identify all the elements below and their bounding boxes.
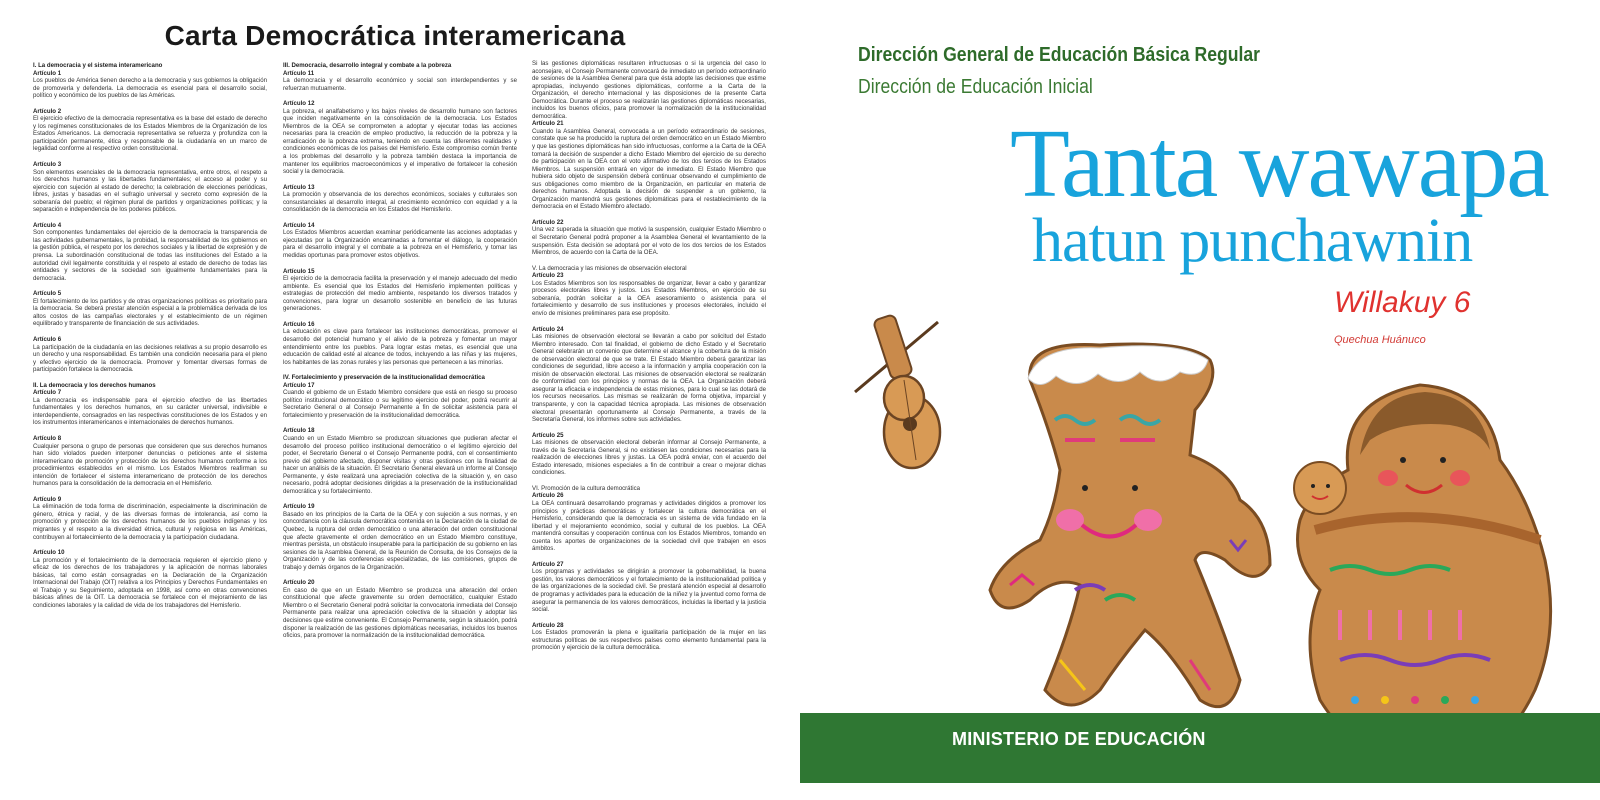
article-title: Artículo 27 [532,560,564,568]
text-column-3 [532,60,766,660]
article-block [532,432,766,477]
article-text: Los pueblos de América tienen derecho a la democracia y sus gobiernos la obligación de promoverla y defenderla. La democracia es esencial para el desarrollo social, político y económico de los pueblos de las Américas. [33,77,267,100]
bread-doll-figure [990,344,1270,707]
article-text: Cualquier persona o grupo de personas que consideren que sus derechos humanos han sido violados pueden interponer denuncias o peticiones ante el sistema interamericano de promoción y protección de los derechos humanos conforme a los procedimientos establecidos en el mismo. Los Estados Miembros reafirman su intención de fortalecer el sistema interamericano de protección de los derechos humanos para la consolidación de la democracia en el Hemisferio. [33,442,267,488]
article-text: Cuando la Asamblea General, convocada a un período extraordinario de sesiones, constate que se ha producido la ruptura del orden democrático en un Estado Miembro y que las gestiones diplomáticas han sido infructuosas, conforme a la Carta de la OEA tomará la decisión de suspender a dicho Estado Miembro del ejercicio de su derecho de participación en la OEA con el voto afirmativo de los dos tercios de los Estados Miembros. La suspensión entrará en vigor de inmediato. El Estado Miembro que hubiera sido objeto de suspensión deberá continuar observando el cumplimiento de sus obligaciones como miembro de la Organización, en particular en materia de derechos humanos. Adoptada la decisión de suspender a un gobierno, la Organización mantendrá sus gestiones diplomáticas para el restablecimiento de la democracia en el Estado Miembro afectado. [532,127,766,211]
article-text: La participación de la ciudadanía en las decisiones relativas a su propio desarrollo es un derecho y una responsabilidad. Es también una condición necesaria para el pleno y efectivo ejercicio de la democracia. Promover y fomentar diversas formas de participación fortalece la democracia. [33,343,267,374]
article-title: Artículo 11 [283,69,315,77]
article-block [33,222,267,282]
article-title: Artículo 17 [283,381,315,389]
article-text: Cuando el gobierno de un Estado Miembro considere que está en riesgo su proceso político institucional democrático o su legítimo ejercicio del poder, podrá recurrir al Secretario General o al Consejo Permanente a fin de solicitar asistencia para el fortalecimiento y preservación de la institucionalidad democrática. [283,389,517,419]
article-title: Artículo 1 [33,69,62,77]
article-title: Artículo 3 [33,161,62,169]
article-title: Artículo 8 [33,434,62,442]
guitar-icon [855,314,940,468]
mother-doll-figure [1294,385,1551,765]
article-block [532,492,766,552]
section-heading: III. Democracia, desarrollo integral y combate a la pobreza [283,62,452,69]
article-title: Artículo 25 [532,431,564,439]
article-block [283,503,517,571]
article-title: Artículo 12 [283,100,315,108]
article-block [532,120,766,211]
article-block [283,579,517,639]
article-title: Artículo 14 [283,221,315,229]
article-text: Los programas y actividades se dirigirán a promover la gobernabilidad, la buena gestión, los valores democráticos y el fortalecimiento de la institucionalidad política y de las organizaciones de la sociedad civil. Se prestará atención especial al desarrollo de programas y actividades para la educación de la niñez y la juventud como forma de asegurar la permanencia de los valores democráticos, incluidas la libertad y la justicia social. [532,568,766,614]
article-text: La promoción y observancia de los derechos económicos, sociales y culturales son consustanciales al desarrollo integral, al crecimiento económico con equidad y a la consolidación de la democracia en los Estados del Hemisferio. [283,191,517,214]
article-text: Son componentes fundamentales del ejercicio de la democracia la transparencia de las actividades gubernamentales, la probidad, la responsabilidad de los gobiernos en la gestión pública, el respeto por los derechos sociales y la libertad de expresión y de prensa. La subordinación constitucional de todas las instituciones del Estado a la autoridad civil legalmente constituida y el respeto al estado de derecho de todas las entidades y sectores de la sociedad son igualmente fundamentales para la democracia. [33,229,267,282]
article-block [532,219,766,257]
article-text: El ejercicio de la democracia facilita la preservación y el manejo adecuado del medio ambiente. Es esencial que los Estados del Hemisferio implementen políticas y estrategias de protección del medio ambiente, respetando los diversos tratados y convenciones, para lograr un desarrollo sostenible en beneficio de las futuras generaciones. [283,275,517,313]
article-text: Los Estados Miembros son los responsables de organizar, llevar a cabo y garantizar procesos electorales libres y justos. Los Estados Miembros, en ejercicio de su soberanía, podrán solicitar a la OEA asesoramiento o asistencia para el fortalecimiento y desarrollo de sus instituciones y procesos electorales, incluido el envío de misiones preliminares para ese propósito. [532,279,766,317]
article-title: Artículo 19 [283,503,315,511]
article-block [33,549,267,609]
article-block [283,427,517,495]
article-title: Artículo 2 [33,107,62,115]
article-text: La educación es clave para fortalecer las instituciones democráticas, promover el desarrollo del potencial humano y el alivio de la pobreza y fomentar un mayor entendimiento entre los pueblos. Para lograr estas metas, es esencial que una educación de calidad esté al alcance de todos, incluyendo a las niñas y las mujeres, los habitantes de las zonas rurales y las personas que pertenecen a las minorías. [283,328,517,366]
direction-initial-heading: Dirección de Educación Inicial [858,76,1093,98]
article-title: Artículo 23 [532,272,564,280]
section-heading: V. La democracia y las misiones de observación electoral [532,264,687,272]
article-text: Basado en los principios de la Carta de la OEA y con sujeción a sus normas, y en concordancia con la cláusula democrática contenida en la Declaración de la ciudad de Quebec, la ruptura del orden democrático o una alteración del orden constitucional que afecte gravemente el orden democrático en un Estado Miembro constituye, mientras persista, un obstáculo insuperable para la participación de su gobierno en las sesiones de la Asamblea General, de la Reunión de Consulta, de los Consejos de la Organización y de las conferencias especializadas, de las comisiones, grupos de trabajo y demás órganos de la Organización. [283,510,517,571]
article-block [33,290,267,328]
story-number: Willakuy 6 [1334,286,1471,319]
article-title: Artículo 4 [33,221,62,229]
section-heading: I. La democracia y el sistema interamericano [33,62,163,69]
article-block [33,336,267,374]
article-block [283,184,517,214]
article-title: Artículo 28 [532,621,564,629]
article-title: Artículo 10 [33,549,65,557]
section-heading: II. La democracia y los derechos humanos [33,381,156,389]
article-title: Artículo 26 [532,492,564,500]
article-text: El fortalecimiento de los partidos y de otras organizaciones políticas es prioritario para la democracia. Se deberá prestar atención especial a la problemática derivada de los altos costos de las campañas electorales y el establecimiento de un régimen equilibrado y transparente de financiación de sus actividades. [33,297,267,328]
book-cover-page [800,0,1600,800]
charter-page [0,0,790,800]
article-title: Artículo 7 [33,389,62,397]
article-title: Artículo 6 [33,335,62,343]
article-text: Una vez superada la situación que motivó la suspensión, cualquier Estado Miembro o el Secretario General podrá proponer a la Asamblea General el levantamiento de la suspensión. Esta decisión se adoptará por el voto de los dos tercios de los Estados Miembros, de acuerdo con la Carta de la OEA. [532,226,766,257]
article-block [33,70,267,100]
article-block [532,326,766,424]
language-label: Quechua Huánuco [1334,334,1426,346]
ministry-label: MINISTERIO DE EDUCACIÓN [952,729,1206,749]
article-block [33,435,267,488]
article-text: La eliminación de toda forma de discriminación, especialmente la discriminación de género, étnica y racial, y de las diversas formas de intolerancia, así como la promoción y protección de los derechos humanos de los pueblos indígenas y los migrantes y el respeto a la diversidad étnica, cultural y religiosa en las Américas, contribuyen al fortalecimiento de la democracia y la participación ciudadana. [33,503,267,541]
article-title: Artículo 15 [283,267,315,275]
article-block [532,622,766,652]
article-text: La democracia y el desarrollo económico y social son interdependientes y se refuerzan mutuamente. [283,77,517,92]
article-title: Artículo 18 [283,427,315,435]
article-text: La promoción y el fortalecimiento de la democracia requieren el ejercicio pleno y eficaz de los derechos de los trabajadores y la aplicación de normas laborales básicas, tal como están consagradas en la Declaración de la Organización Internacional del Trabajo (OIT) relativa a los Principios y Derechos Fundamentales en el Trabajo y su Seguimiento, adoptada en 1998, así como en otras convenciones básicas afines de la OIT. La democracia se fortalece con el mejoramiento de las condiciones laborales y la calidad de vida de los trabajadores del Hemisferio. [33,556,267,609]
text-column-2 [283,62,517,648]
article-title: Artículo 21 [532,120,564,128]
article-text: El ejercicio efectivo de la democracia representativa es la base del estado de derecho y los regímenes constitucionales de los Estados Miembros de la Organización de los Estados Americanos. La democracia representativa se refuerza y profundiza con la participación permanente, ética y responsable de la ciudadanía en un marco de legalidad conforme al respectivo orden constitucional. [33,115,267,153]
article-text: Las misiones de observación electoral se llevarán a cabo por solicitud del Estado Miembro interesado. Con tal finalidad, el gobierno de dicho Estado y el Secretario General celebrarán un convenio que determine el alcance y la cobertura de la misión de observación electoral de que se trate. El Estado Miembro deberá garantizar las condiciones de seguridad, libre acceso a la información y amplia cooperación con la misión de observación electoral. Las misiones de observación electoral se realizarán de conformidad con los principios y normas de la OEA. La Organización deberá asegurar la eficacia e independencia de estas misiones, para lo cual se las dotará de los recursos necesarios. Las mismas se realizarán de forma objetiva, imparcial y transparente, y con la capacidad técnica apropiada. Las misiones de observación electoral presentarán oportunamente al Consejo Permanente, a través de la Secretaría General, los informes sobre sus actividades. [532,333,766,424]
article-title: Artículo 9 [33,495,62,503]
book-title-line-1: Tanta wawapa [1010,110,1548,218]
article-title: Artículo 13 [283,183,315,191]
article-block [33,496,267,541]
article-block [283,268,517,313]
article-block [532,561,766,614]
article-block [283,382,517,420]
article-title: Artículo 16 [283,320,315,328]
article-text: Si las gestiones diplomáticas resultaren infructuosas o si la urgencia del caso lo aconsejare, el Consejo Permanente convocará de inmediato un período extraordinario de sesiones de la Asamblea General para que ésta adopte las decisiones que estime apropiadas, incluyendo gestiones diplomáticas, conforme a la Carta de la Organización, el derecho internacional y las disposiciones de la presente Carta Democrática. Durante el proceso se realizarán las gestiones diplomáticas necesarias, incluidos los buenos oficios, para promover la normalización de la institucionalidad democrática. [532,60,766,120]
article-text: Los Estados promoverán la plena e igualitaria participación de la mujer en las estructuras políticas de sus respectivos países como elemento fundamental para la promoción y ejercicio de la cultura democrática. [532,629,766,652]
article-block [283,100,517,175]
article-title: Artículo 20 [283,579,315,587]
article-block [283,70,517,93]
article-block [532,272,766,317]
article-block [283,321,517,366]
page-title: Carta Democrática interamericana [164,20,626,51]
book-title-line-2: hatun punchawnin [1032,207,1473,275]
article-block [33,108,267,153]
article-text: Son elementos esenciales de la democracia representativa, entre otros, el respeto a los derechos humanos y las libertades fundamentales; el acceso al poder y su ejercicio con sujeción al estado de derecho; la celebración de elecciones periódicas, libres, justas y basadas en el sufragio universal y secreto como expresión de la soberanía del pueblo; el régimen plural de partidos y organizaciones políticas; y la separación e independencia de los poderes públicos. [33,168,267,214]
article-text: Cuando en un Estado Miembro se produzcan situaciones que pudieran afectar el desarrollo del proceso político institucional democrático o el legítimo ejercicio del poder, el Secretario General o el Consejo Permanente podrá, con el consentimiento previo del gobierno afectado, disponer visitas y otras gestiones con la finalidad de hacer un análisis de la situación. El Secretario General elevará un informe al Consejo Permanente, y éste realizará una apreciación colectiva de la situación y, en caso necesario, podrá adoptar decisiones dirigidas a la preservación de la institucionalidad democrática y su fortalecimiento. [283,434,517,495]
article-text: La democracia es indispensable para el ejercicio efectivo de las libertades fundamentales y los derechos humanos, en su carácter universal, indivisible e interdependiente, consagrados en las respectivas constituciones de los Estados y en los instrumentos interamericanos e internacionales de derechos humanos. [33,396,267,427]
article-text: En caso de que en un Estado Miembro se produzca una alteración del orden constitucional que afecte gravemente su orden democrático, cualquier Estado Miembro o el Secretario General podrá solicitar la convocatoria inmediata del Consejo Permanente para realizar una apreciación colectiva de la situación y adoptar las decisiones que estime conveniente. El Consejo Permanente, según la situación, podrá disponer la realización de las gestiones diplomáticas necesarias, incluidos los buenos oficios, para promover la normalización de la institucionalidad democrática. [283,586,517,640]
section-heading: IV. Fortalecimiento y preservación de la institucionalidad democrática [283,374,485,382]
section-heading: VI. Promoción de la cultura democrática [532,484,641,492]
article-title: Artículo 5 [33,290,62,298]
article-text: La OEA continuará desarrollando programas y actividades dirigidos a promover los principios y prácticas democráticas y fortalecer la cultura democrática en el Hemisferio, considerando que la democracia es un sistema de vida fundado en la libertad y el mejoramiento económico, social y cultural de los pueblos. La OEA mantendrá consultas y cooperación continua con los Estados Miembros, tomando en cuenta los aportes de organizaciones de la sociedad civil que trabajen en esos ámbitos. [532,499,766,553]
article-text: Las misiones de observación electoral deberán informar al Consejo Permanente, a través de la Secretaría General, si no existiesen las condiciones necesarias para la realización de elecciones libres y justas. La OEA podrá enviar, con el acuerdo del Estado interesado, misiones especiales a fin de contribuir a crear o mejorar dichas condiciones. [532,439,766,477]
article-block [283,222,517,260]
direction-general-heading: Dirección General de Educación Básica Regular [858,44,1261,66]
article-block [33,161,267,214]
article-text: Los Estados Miembros acuerdan examinar periódicamente las acciones adoptadas y ejecutadas por la Organización encaminadas a fomentar el diálogo, la cooperación para el desarrollo integral y el combate a la pobreza en el Hemisferio, y tomar las medidas oportunas para promover estos objetivos. [283,229,517,260]
article-text: La pobreza, el analfabetismo y los bajos niveles de desarrollo humano son factores que inciden negativamente en la consolidación de la democracia. Los Estados Miembros de la OEA se comprometen a adoptar y ejecutar todas las acciones necesarias para la creación de empleo productivo, la reducción de la pobreza y la erradicación de la pobreza extrema, teniendo en cuenta las diferentes realidades y condiciones económicas de los países del Hemisferio. Este compromiso común frente a los problemas del desarrollo y la pobreza también destaca la importancia de mantener los equilibrios macroeconómicos y el imperativo de fortalecer la cohesión social y la democracia. [283,107,517,176]
article-block [33,389,267,427]
article-title: Artículo 24 [532,325,564,333]
article-title: Artículo 22 [532,218,564,226]
text-column-1 [33,62,267,617]
